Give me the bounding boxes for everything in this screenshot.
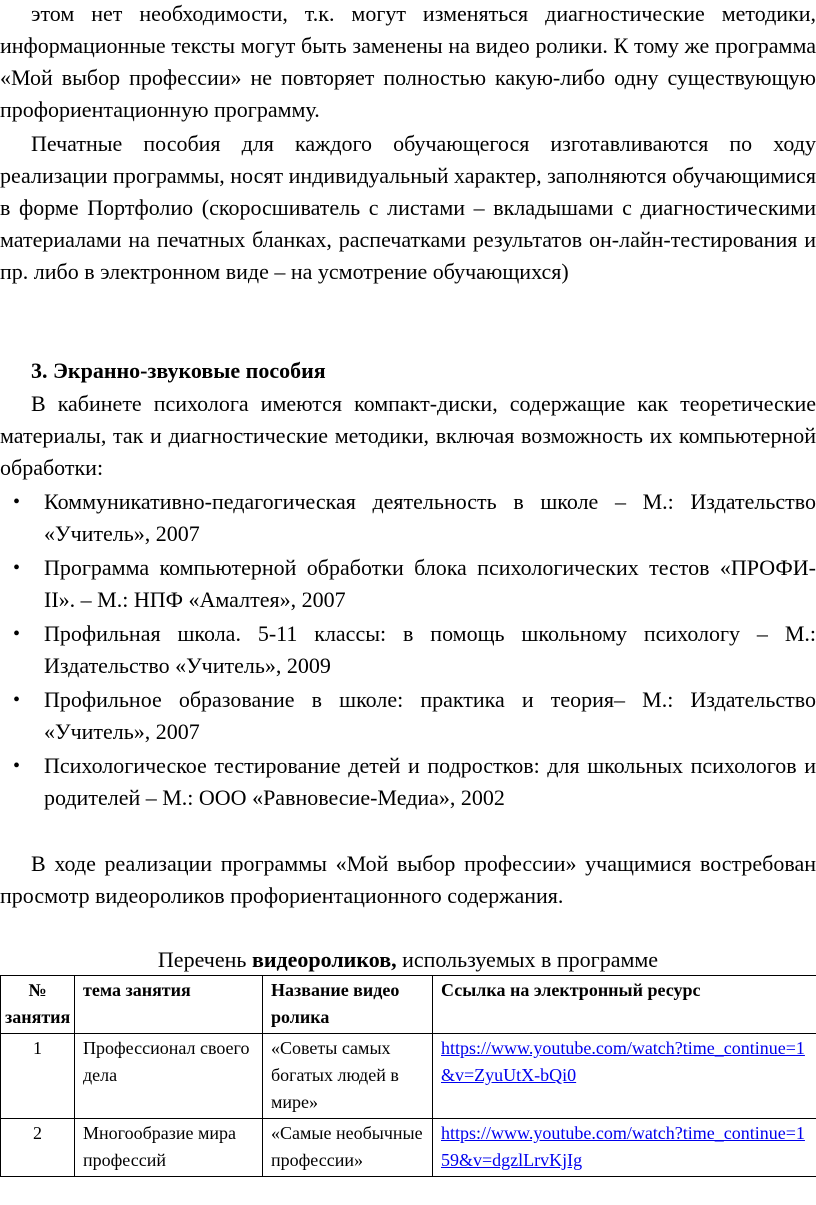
list-item bbox=[0, 684, 816, 748]
list-item-text: Профильная школа. 5-11 классы: в помощь школьному психологу – М.: Издательство «Учитель», 2009 bbox=[44, 621, 816, 678]
cell-topic: Многообразие мира профессий bbox=[75, 1119, 263, 1177]
table-header-row bbox=[1, 976, 816, 1034]
cell-link bbox=[433, 1034, 816, 1119]
paragraph-printed-materials: Печатные пособия для каждого обучающегося изготавливаются по ходу реализации программы, носят индивидуальный характер, заполняются обучающимися в форме Портфолио (скоросшиватель с листами – вкладышами с диагностическими материалами на печатных бланках, распечатками результатов он-лайн-тестирования и пр. либо в электронном виде – на усмотрение обучающихся) bbox=[0, 131, 816, 284]
section-title: Экранно-звуковые пособия bbox=[53, 358, 326, 383]
list-item bbox=[0, 552, 816, 616]
header-link: Ссылка на электронный ресурс bbox=[433, 976, 816, 1034]
section-number: 3. bbox=[31, 358, 48, 383]
video-table bbox=[0, 975, 816, 1177]
bullet-icon: • bbox=[13, 689, 21, 711]
list-item-text: Профильное образование в школе: практика и теория– М.: Издательство «Учитель», 2007 bbox=[44, 687, 816, 744]
bullet-icon: • bbox=[13, 623, 21, 645]
video-link[interactable]: https://www.youtube.com/watch?time_continue=1&v=ZyuUtX-bQi0 bbox=[441, 1038, 805, 1085]
caption-after: используемых в программе bbox=[396, 947, 659, 972]
list-item bbox=[0, 618, 816, 682]
bullet-icon: • bbox=[13, 755, 21, 777]
cell-title: «Советы самых богатых людей в мире» bbox=[263, 1034, 433, 1119]
cell-num: 1 bbox=[1, 1034, 75, 1119]
header-num: № занятия bbox=[1, 976, 75, 1034]
header-topic: тема занятия bbox=[75, 976, 263, 1034]
table-caption bbox=[0, 944, 816, 976]
bullet-icon: • bbox=[13, 491, 21, 513]
table-row bbox=[1, 1119, 816, 1177]
paragraph-video-intro: В ходе реализации программы «Мой выбор профессии» учащимися востребован просмотр видеороликов профориентационного содержания. bbox=[0, 851, 816, 908]
cell-topic: Профессионал своего дела bbox=[75, 1034, 263, 1119]
list-item-text: Психологическое тестирование детей и подростков: для школьных психологов и родителей – М.: ООО «Равновесие-Медиа», 2002 bbox=[44, 753, 816, 810]
cell-title: «Самые необычные профессии» bbox=[263, 1119, 433, 1177]
list-item bbox=[0, 750, 816, 814]
video-link[interactable]: https://www.youtube.com/watch?time_continue=159&v=dgzlLrvKjIg bbox=[441, 1123, 805, 1170]
list-item bbox=[0, 486, 816, 550]
list-item-text: Коммуникативно-педагогическая деятельность в школе – М.: Издательство «Учитель», 2007 bbox=[44, 489, 816, 546]
table-row bbox=[1, 1034, 816, 1119]
caption-bold: видеороликов, bbox=[251, 947, 397, 972]
header-title: Название видео ролика bbox=[263, 976, 433, 1034]
caption-before: Перечень bbox=[157, 947, 252, 972]
list-item-text: Программа компьютерной обработки блока психологических тестов «ПРОФИ-II». – М.: НПФ «Амалтея», 2007 bbox=[44, 555, 816, 612]
cell-num: 2 bbox=[1, 1119, 75, 1177]
cd-list bbox=[0, 486, 816, 816]
section-heading bbox=[31, 355, 326, 387]
cell-link bbox=[433, 1119, 816, 1177]
bullet-icon: • bbox=[13, 557, 21, 579]
paragraph-program-note: этом нет необходимости, т.к. могут изменяться диагностические методики, информационные тексты могут быть заменены на видео ролики. К тому же программа «Мой выбор профессии» не повторяет полностью какую-либо одну существующую профориентационную программу. bbox=[0, 1, 816, 122]
paragraph-cd-intro: В кабинете психолога имеются компакт-диски, содержащие как теоретические материалы, так и диагностические методики, включая возможность их компьютерной обработки: bbox=[0, 391, 816, 480]
